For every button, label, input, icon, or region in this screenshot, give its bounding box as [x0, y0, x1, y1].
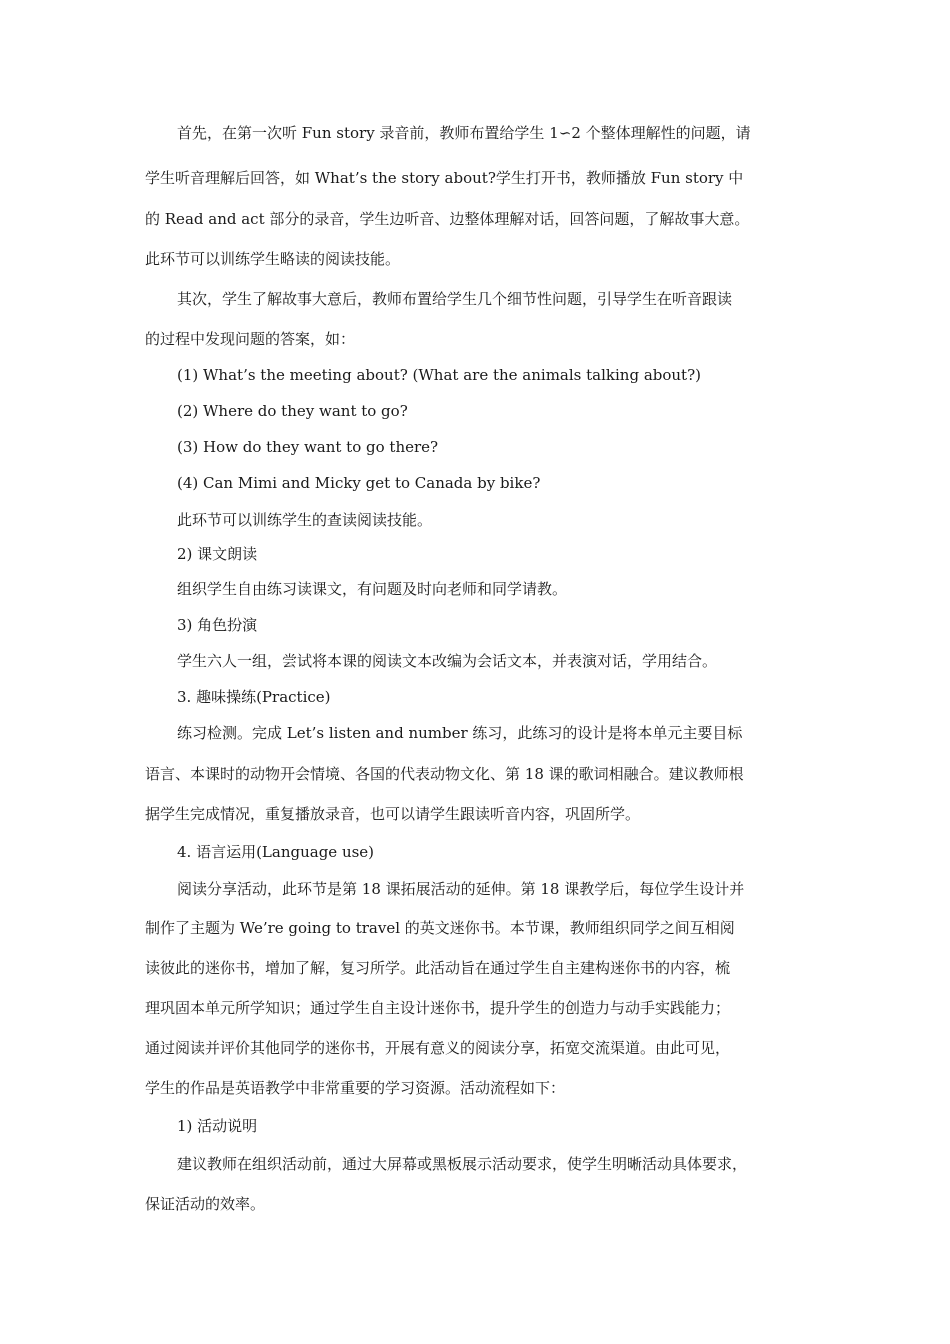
- section-heading: 2) 课文朗读: [177, 545, 258, 563]
- paragraph-line: 制作了主题为 We’re going to travel 的英文迷你书。本节课，教师组织同学之间互相阅: [145, 919, 735, 937]
- paragraph-line: 语言、本课时的动物开会情境、各国的代表动物文化、第 18 课的歌词相融合。建议教师根: [145, 765, 744, 783]
- paragraph-line: 此环节可以训练学生略读的阅读技能。: [145, 250, 401, 268]
- paragraph-line: 读彼此的迷你书，增加了解，复习所学。此活动旨在通过学生自主建构迷你书的内容，梳: [145, 959, 731, 977]
- section-heading: 3. 趣味操练(Practice): [177, 688, 331, 706]
- paragraph-line: 保证活动的效率。: [145, 1195, 266, 1213]
- question-item: (4) Can Mimi and Micky get to Canada by bike?: [177, 474, 541, 492]
- paragraph-line: 理巩固本单元所学知识；通过学生自主设计迷你书，提升学生的创造力与动手实践能力；: [145, 999, 731, 1017]
- paragraph-line: 学生听音理解后回答，如 What’s the story about?学生打开书，教师播放 Fun story 中: [145, 169, 744, 187]
- paragraph-line: 通过阅读并评价其他同学的迷你书，开展有意义的阅读分享，拓宽交流渠道。由此可见，: [145, 1039, 731, 1057]
- section-heading: 3) 角色扮演: [177, 616, 258, 634]
- paragraph-line: 的过程中发现问题的答案，如：: [145, 330, 356, 348]
- section-heading: 1) 活动说明: [177, 1117, 258, 1135]
- paragraph-line: 阅读分享活动，此环节是第 18 课拓展活动的延伸。第 18 课教学后，每位学生设计并: [177, 880, 745, 898]
- section-heading: 4. 语言运用(Language use): [177, 843, 375, 861]
- paragraph-line: 学生六人一组，尝试将本课的阅读文本改编为会话文本，并表演对话，学用结合。: [177, 652, 718, 670]
- paragraph-line: 首先，在第一次听 Fun story 录音前，教师布置给学生 1∽2 个整体理解性的问题，请: [177, 124, 751, 142]
- paragraph-line: 建议教师在组织活动前，通过大屏幕或黑板展示活动要求，使学生明晰活动具体要求，: [177, 1155, 748, 1173]
- paragraph-line: 据学生完成情况，重复播放录音，也可以请学生跟读听音内容，巩固所学。: [145, 805, 641, 823]
- question-item: (3) How do they want to go there?: [177, 438, 439, 456]
- question-item: (2) Where do they want to go?: [177, 402, 408, 420]
- paragraph-line: 练习检测。完成 Let’s listen and number 练习，此练习的设计是将本单元主要目标: [177, 724, 743, 742]
- paragraph-line: 此环节可以训练学生的查读阅读技能。: [177, 511, 433, 529]
- paragraph-line: 其次，学生了解故事大意后，教师布置给学生几个细节性问题，引导学生在听音跟读: [177, 290, 733, 308]
- paragraph-line: 组织学生自由练习读课文，有问题及时向老师和同学请教。: [177, 580, 568, 598]
- question-item: (1) What’s the meeting about? (What are the animals talking about?): [177, 366, 701, 384]
- paragraph-line: 的 Read and act 部分的录音，学生边听音、边整体理解对话，回答问题，了解故事大意。: [145, 210, 750, 228]
- paragraph-line: 学生的作品是英语教学中非常重要的学习资源。活动流程如下：: [145, 1079, 566, 1097]
